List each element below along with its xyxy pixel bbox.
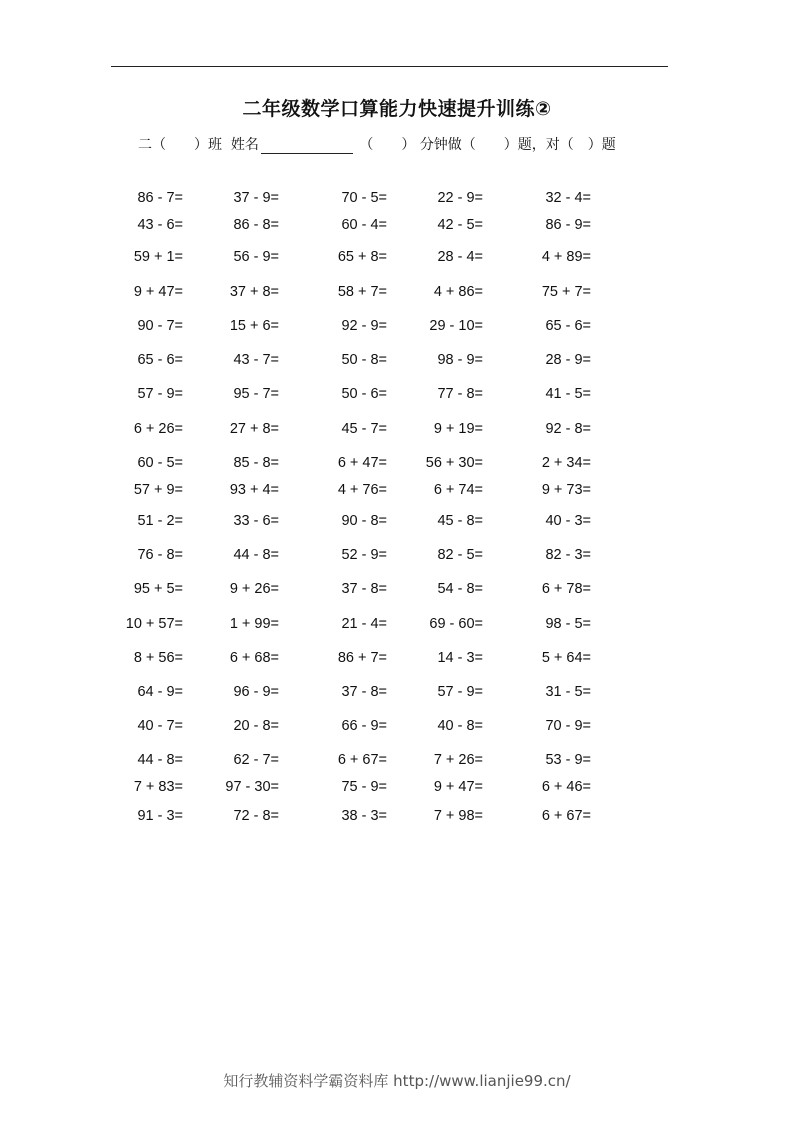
problem-r4-c3: 58 + 7= bbox=[337, 284, 387, 300]
problem-r18-c5: 53 - 9= bbox=[545, 752, 591, 768]
problem-r6-c5: 28 - 9= bbox=[545, 352, 591, 368]
problem-r7-c2: 95 - 7= bbox=[233, 386, 279, 402]
problem-r13-c2: 9 + 26= bbox=[229, 581, 279, 597]
problem-r1-c2: 37 - 9= bbox=[233, 190, 279, 206]
problem-r19-c4: 9 + 47= bbox=[433, 779, 483, 795]
problem-r13-c4: 54 - 8= bbox=[437, 581, 483, 597]
problem-r20-c4: 7 + 98= bbox=[433, 808, 483, 824]
problem-r8-c4: 9 + 19= bbox=[433, 421, 483, 437]
problem-r16-c3: 37 - 8= bbox=[341, 684, 387, 700]
problem-r15-c5: 5 + 64= bbox=[541, 650, 591, 666]
problem-r8-c5: 92 - 8= bbox=[545, 421, 591, 437]
problem-r2-c4: 42 - 5= bbox=[437, 217, 483, 233]
problem-r1-c5: 32 - 4= bbox=[545, 190, 591, 206]
problem-r6-c3: 50 - 8= bbox=[341, 352, 387, 368]
problem-r9-c1: 60 - 5= bbox=[137, 455, 183, 471]
problem-r7-c5: 41 - 5= bbox=[545, 386, 591, 402]
problem-r10-c1: 57 + 9= bbox=[133, 482, 183, 498]
problem-r14-c4: 69 - 60= bbox=[429, 616, 483, 632]
problem-r12-c2: 44 - 8= bbox=[233, 547, 279, 563]
problem-r9-c5: 2 + 34= bbox=[541, 455, 591, 471]
problem-r20-c1: 91 - 3= bbox=[137, 808, 183, 824]
problem-r10-c5: 9 + 73= bbox=[541, 482, 591, 498]
problem-r1-c4: 22 - 9= bbox=[437, 190, 483, 206]
problem-r17-c2: 20 - 8= bbox=[233, 718, 279, 734]
problem-r8-c2: 27 + 8= bbox=[229, 421, 279, 437]
problem-r5-c4: 29 - 10= bbox=[429, 318, 483, 334]
problem-r20-c2: 72 - 8= bbox=[233, 808, 279, 824]
time-paren: （ ） bbox=[359, 137, 416, 153]
problem-r12-c3: 52 - 9= bbox=[341, 547, 387, 563]
problem-r14-c1: 10 + 57= bbox=[125, 616, 183, 632]
page-title: 二年级数学口算能力快速提升训练② bbox=[242, 98, 552, 120]
problem-r15-c2: 6 + 68= bbox=[229, 650, 279, 666]
problem-r10-c3: 4 + 76= bbox=[337, 482, 387, 498]
problem-r12-c5: 82 - 3= bbox=[545, 547, 591, 563]
problem-r10-c4: 6 + 74= bbox=[433, 482, 483, 498]
problem-r4-c2: 37 + 8= bbox=[229, 284, 279, 300]
problem-r14-c3: 21 - 4= bbox=[341, 616, 387, 632]
problem-r18-c2: 62 - 7= bbox=[233, 752, 279, 768]
problem-r6-c4: 98 - 9= bbox=[437, 352, 483, 368]
problem-r8-c1: 6 + 26= bbox=[133, 421, 183, 437]
problem-r13-c3: 37 - 8= bbox=[341, 581, 387, 597]
problem-r3-c5: 4 + 89= bbox=[541, 249, 591, 265]
problem-r1-c3: 70 - 5= bbox=[341, 190, 387, 206]
problem-r16-c5: 31 - 5= bbox=[545, 684, 591, 700]
problem-r3-c2: 56 - 9= bbox=[233, 249, 279, 265]
problem-r11-c3: 90 - 8= bbox=[341, 513, 387, 529]
problem-r1-c1: 86 - 7= bbox=[137, 190, 183, 206]
problem-r15-c1: 8 + 56= bbox=[133, 650, 183, 666]
problem-r20-c3: 38 - 3= bbox=[341, 808, 387, 824]
problem-r19-c2: 97 - 30= bbox=[225, 779, 279, 795]
problem-r6-c1: 65 - 6= bbox=[137, 352, 183, 368]
problem-r11-c4: 45 - 8= bbox=[437, 513, 483, 529]
problem-r5-c3: 92 - 9= bbox=[341, 318, 387, 334]
problem-r5-c2: 15 + 6= bbox=[229, 318, 279, 334]
footer-source: 知行教辅资料学霸资料库 http://www.lianjie99.cn/ bbox=[223, 1072, 571, 1090]
problem-r4-c4: 4 + 86= bbox=[433, 284, 483, 300]
problem-r12-c1: 76 - 8= bbox=[137, 547, 183, 563]
problem-r18-c4: 7 + 26= bbox=[433, 752, 483, 768]
problem-r7-c1: 57 - 9= bbox=[137, 386, 183, 402]
problem-r4-c1: 9 + 47= bbox=[133, 284, 183, 300]
problem-r19-c1: 7 + 83= bbox=[133, 779, 183, 795]
problem-r7-c4: 77 - 8= bbox=[437, 386, 483, 402]
grade-class-label: 二（ ）班 bbox=[138, 137, 222, 153]
problem-r11-c5: 40 - 3= bbox=[545, 513, 591, 529]
problem-r19-c3: 75 - 9= bbox=[341, 779, 387, 795]
problem-r3-c3: 65 + 8= bbox=[337, 249, 387, 265]
problem-r5-c1: 90 - 7= bbox=[137, 318, 183, 334]
problem-r8-c3: 45 - 7= bbox=[341, 421, 387, 437]
problem-r7-c3: 50 - 6= bbox=[341, 386, 387, 402]
problem-r9-c2: 85 - 8= bbox=[233, 455, 279, 471]
problem-r19-c5: 6 + 46= bbox=[541, 779, 591, 795]
problem-r2-c3: 60 - 4= bbox=[341, 217, 387, 233]
minutes-done-correct-label: 分钟做（ ）题，对（ ）题 bbox=[419, 137, 616, 153]
problem-r15-c4: 14 - 3= bbox=[437, 650, 483, 666]
problem-r18-c3: 6 + 67= bbox=[337, 752, 387, 768]
problem-r11-c1: 51 - 2= bbox=[137, 513, 183, 529]
problem-r17-c5: 70 - 9= bbox=[545, 718, 591, 734]
problem-r9-c4: 56 + 30= bbox=[425, 455, 483, 471]
problem-r13-c5: 6 + 78= bbox=[541, 581, 591, 597]
problem-r13-c1: 95 + 5= bbox=[133, 581, 183, 597]
problem-r2-c1: 43 - 6= bbox=[137, 217, 183, 233]
problem-r17-c1: 40 - 7= bbox=[137, 718, 183, 734]
problem-r6-c2: 43 - 7= bbox=[233, 352, 279, 368]
problem-r18-c1: 44 - 8= bbox=[137, 752, 183, 768]
problem-r17-c4: 40 - 8= bbox=[437, 718, 483, 734]
problem-r5-c5: 65 - 6= bbox=[545, 318, 591, 334]
problem-r10-c2: 93 + 4= bbox=[229, 482, 279, 498]
problem-r9-c3: 6 + 47= bbox=[337, 455, 387, 471]
problem-r16-c1: 64 - 9= bbox=[137, 684, 183, 700]
problem-r4-c5: 75 + 7= bbox=[541, 284, 591, 300]
problem-r3-c1: 59 + 1= bbox=[133, 249, 183, 265]
problem-r15-c3: 86 + 7= bbox=[337, 650, 387, 666]
problem-r20-c5: 6 + 67= bbox=[541, 808, 591, 824]
problem-r2-c2: 86 - 8= bbox=[233, 217, 279, 233]
problem-r12-c4: 82 - 5= bbox=[437, 547, 483, 563]
problem-r14-c5: 98 - 5= bbox=[545, 616, 591, 632]
problem-r16-c4: 57 - 9= bbox=[437, 684, 483, 700]
problem-r11-c2: 33 - 6= bbox=[233, 513, 279, 529]
problem-r17-c3: 66 - 9= bbox=[341, 718, 387, 734]
problem-r14-c2: 1 + 99= bbox=[229, 616, 279, 632]
name-label: 姓名 bbox=[230, 137, 259, 153]
problem-r16-c2: 96 - 9= bbox=[233, 684, 279, 700]
problem-r2-c5: 86 - 9= bbox=[545, 217, 591, 233]
problem-r3-c4: 28 - 4= bbox=[437, 249, 483, 265]
